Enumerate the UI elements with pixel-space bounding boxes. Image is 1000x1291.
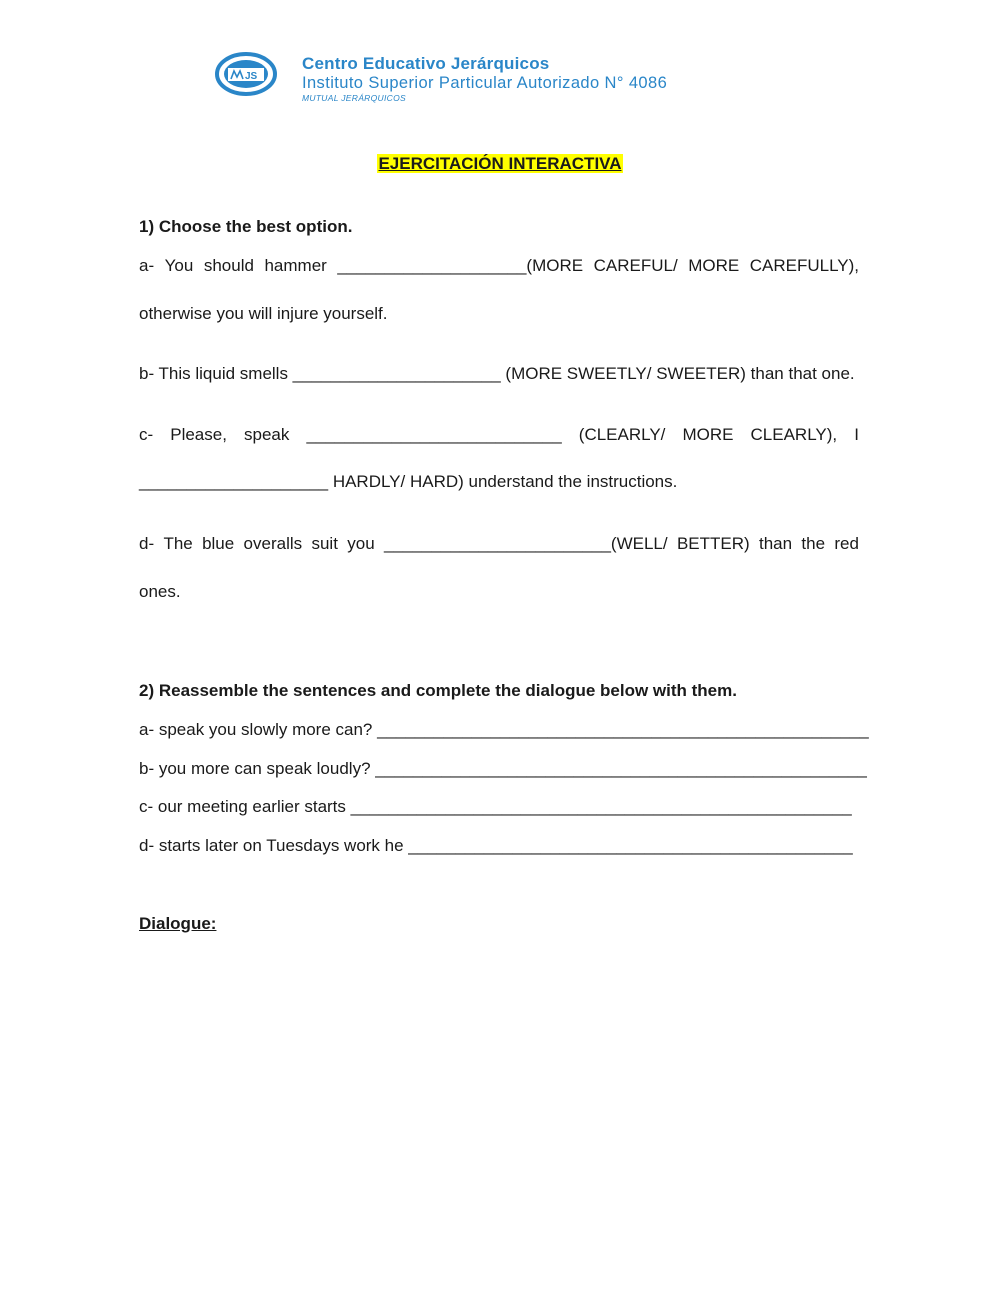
question-b: b- This liquid smells ______________________ (MORE SWEETLY/ SWEETER) than that one. xyxy=(139,364,855,383)
word: you xyxy=(347,534,375,553)
word: c- xyxy=(139,425,154,444)
word: blue xyxy=(202,534,235,553)
word: MORE xyxy=(682,425,734,444)
word: d- xyxy=(139,534,155,553)
question-c-line1 xyxy=(139,425,859,445)
page-title: EJERCITACIÓN INTERACTIVA xyxy=(378,154,622,173)
word: ____________________(MORE xyxy=(337,256,584,275)
reassemble-item-a: a- speak you slowly more can? ____________________________________________________ xyxy=(139,720,869,739)
school-name: Centro Educativo Jerárquicos xyxy=(302,54,550,73)
school-header xyxy=(214,50,814,106)
mutual-name: MUTUAL JERÁRQUICOS xyxy=(302,93,406,103)
word: BETTER) xyxy=(676,534,750,553)
word: Please, xyxy=(170,425,227,444)
question-d-line2: ones. xyxy=(139,582,181,601)
question-d-line1 xyxy=(139,534,859,554)
question-c-line2: ____________________ HARDLY/ HARD) understand the instructions. xyxy=(139,472,678,491)
institute-name: Instituto Superior Particular Autorizado N° 4086 xyxy=(302,74,668,92)
word: CLEARLY), xyxy=(750,425,838,444)
word: red xyxy=(834,534,859,553)
section1-heading: 1) Choose the best option. xyxy=(139,217,353,236)
svg-text:JS: JS xyxy=(245,71,258,82)
word: I xyxy=(854,425,859,444)
word: (CLEARLY/ xyxy=(578,425,666,444)
word: overalls xyxy=(243,534,303,553)
word: MORE xyxy=(688,256,740,275)
reassemble-item-d: d- starts later on Tuesdays work he _______________________________________________ xyxy=(139,836,853,855)
reassemble-item-b: b- you more can speak loudly? ____________________________________________________ xyxy=(139,759,867,778)
word: ________________________(WELL/ xyxy=(384,534,668,553)
word: should xyxy=(203,256,254,275)
school-logo-icon xyxy=(214,50,278,98)
word: speak xyxy=(244,425,290,444)
word: than xyxy=(759,534,793,553)
word: CAREFULLY), xyxy=(749,256,859,275)
section2-heading: 2) Reassemble the sentences and complete the dialogue below with them. xyxy=(139,681,737,700)
word: ___________________________ xyxy=(306,425,562,444)
word: You xyxy=(164,256,194,275)
question-a-line1 xyxy=(139,256,859,276)
word: CAREFUL/ xyxy=(593,256,678,275)
word: hammer xyxy=(264,256,327,275)
question-a-line2: otherwise you will injure yourself. xyxy=(139,304,388,323)
word: a- xyxy=(139,256,155,275)
reassemble-item-c: c- our meeting earlier starts _____________________________________________________ xyxy=(139,797,852,816)
word: The xyxy=(163,534,193,553)
dialogue-label: Dialogue: xyxy=(139,914,217,933)
word: suit xyxy=(311,534,338,553)
word: the xyxy=(801,534,826,553)
